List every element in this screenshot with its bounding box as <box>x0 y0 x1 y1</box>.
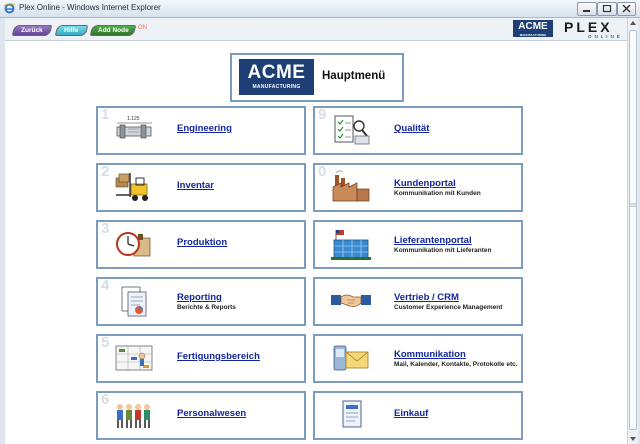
tile-label[interactable]: Einkauf <box>394 408 429 419</box>
mail-phone-icon <box>331 340 371 376</box>
tile-label[interactable]: Engineering <box>177 123 232 134</box>
tile-sublabel: Mail, Kalender, Kontakte, Protokolle etc. <box>394 361 518 368</box>
help-label: Hilfe <box>64 27 79 34</box>
tile-sublabel: Customer Experience Management <box>394 304 503 311</box>
back-label: Zurück <box>21 27 43 34</box>
minimize-button[interactable] <box>577 2 597 16</box>
close-button[interactable] <box>617 2 636 16</box>
tile-number: 4 <box>101 277 110 294</box>
tile-label[interactable]: Inventar <box>177 180 214 191</box>
ie-icon <box>4 3 15 14</box>
acme-brand-logo <box>513 20 553 37</box>
forklift-icon <box>114 169 154 205</box>
chevron-up-icon <box>630 21 636 25</box>
tile-sublabel: Kommunikation mit Lieferanten <box>394 247 492 254</box>
back-button[interactable] <box>12 25 52 36</box>
plex-word: PLEX <box>564 19 613 35</box>
tile-label[interactable]: Kundenportal <box>394 178 456 189</box>
tile-number: 0 <box>318 163 327 180</box>
plex-sub: ONLINE <box>588 34 623 39</box>
main-menu-header <box>230 53 404 102</box>
scroll-down-button[interactable] <box>628 434 638 444</box>
tile-label[interactable]: Qualität <box>394 123 430 134</box>
people-icon <box>114 397 154 433</box>
purchase-document-icon <box>331 397 371 433</box>
menu-tile-kommunikation[interactable] <box>313 334 523 383</box>
window-title: Plex Online - Windows Internet Explorer <box>19 3 161 12</box>
minimize-icon <box>582 5 592 13</box>
plex-online-logo <box>564 19 624 39</box>
add-node-button[interactable] <box>90 25 136 36</box>
tile-number: 9 <box>318 106 327 123</box>
window-titlebar <box>0 0 640 18</box>
menu-tile-fertigungsbereich[interactable] <box>96 334 306 383</box>
acme-brand-text: ACME <box>518 21 548 32</box>
acme-logo-text: ACME <box>247 62 306 83</box>
handshake-icon <box>331 283 371 319</box>
tile-label[interactable]: Personalwesen <box>177 408 247 419</box>
menu-tile-vertrieb-crm[interactable] <box>313 277 523 326</box>
grip-icon <box>629 203 637 207</box>
menu-tile-kundenportal[interactable] <box>313 163 523 212</box>
scroll-thumb[interactable] <box>629 30 637 430</box>
menu-tile-produktion[interactable] <box>96 220 306 269</box>
tile-sublabel: Berichte & Reports <box>177 304 236 311</box>
tile-label[interactable]: Vertrieb / CRM <box>394 292 459 303</box>
report-document-icon <box>114 283 154 319</box>
acme-logo <box>239 59 314 95</box>
main-menu-page <box>5 41 627 444</box>
page-title: Hauptmenü <box>322 70 386 82</box>
clock-production-icon <box>114 226 154 262</box>
menu-tile-reporting[interactable] <box>96 277 306 326</box>
app-toolbar <box>5 18 627 41</box>
menu-tile-lieferantenportal[interactable] <box>313 220 523 269</box>
menu-tile-engineering[interactable] <box>96 106 306 155</box>
tile-sublabel: Kommunikation mit Kunden <box>394 190 481 197</box>
factory-icon <box>331 169 371 205</box>
engineering-dimension: 1.125 <box>127 116 140 122</box>
vertical-scrollbar[interactable] <box>627 18 638 444</box>
menu-tile-qualitaet[interactable] <box>313 106 523 155</box>
tile-label[interactable]: Produktion <box>177 237 228 248</box>
chevron-down-icon <box>630 437 636 441</box>
help-button[interactable] <box>55 25 88 36</box>
menu-tile-einkauf[interactable] <box>313 391 523 440</box>
tile-number: 2 <box>101 163 110 180</box>
maximize-icon <box>602 5 612 13</box>
engineering-caliper-icon <box>114 112 154 148</box>
tile-number: 5 <box>101 334 110 351</box>
tile-number: 1 <box>101 106 110 123</box>
tile-label[interactable]: Lieferantenportal <box>394 235 472 246</box>
tile-label[interactable]: Reporting <box>177 292 222 303</box>
add-node-label: Add Node <box>97 27 129 34</box>
close-icon <box>622 5 632 13</box>
tile-number: 3 <box>101 220 110 237</box>
tile-number: 6 <box>101 391 110 408</box>
menu-tile-personalwesen[interactable] <box>96 391 306 440</box>
workfloor-chart-icon <box>114 340 154 376</box>
maximize-button[interactable] <box>597 2 617 16</box>
menu-tile-inventar[interactable] <box>96 163 306 212</box>
acme-logo-sub: MANUFACTURING <box>252 84 301 90</box>
tile-label[interactable]: Kommunikation <box>394 349 466 360</box>
quality-checklist-icon <box>331 112 371 148</box>
acme-brand-sub: MANUFACTURING <box>519 33 547 37</box>
tile-label[interactable]: Fertigungsbereich <box>177 351 260 362</box>
toolbar-extra-link[interactable]: ON <box>138 25 147 31</box>
supplier-building-icon <box>331 226 371 262</box>
scroll-up-button[interactable] <box>628 18 638 28</box>
